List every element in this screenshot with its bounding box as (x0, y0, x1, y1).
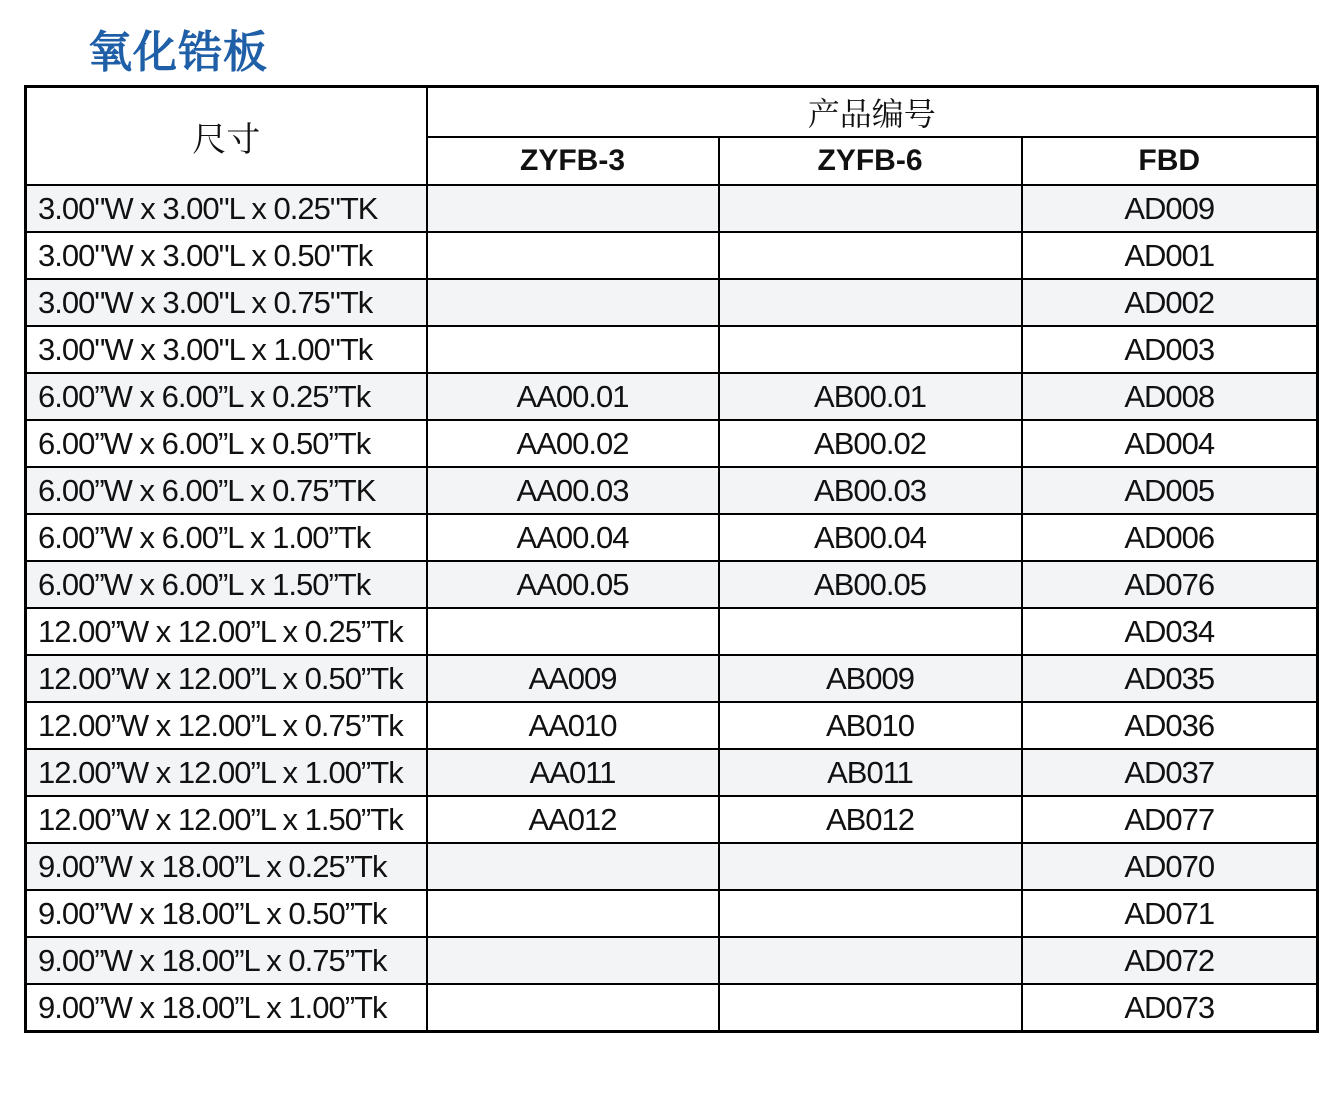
size-cell: 3.00"W x 3.00"L x 0.50"Tk (26, 232, 427, 279)
fbd-cell: AD006 (1022, 514, 1318, 561)
zyfb-3-cell (427, 185, 719, 232)
zyfb-3-cell: AA00.04 (427, 514, 719, 561)
column-header-zyfb-3: ZYFB-3 (427, 137, 719, 185)
zyfb-3-cell (427, 608, 719, 655)
zyfb-6-cell (719, 890, 1022, 937)
zyfb-6-cell: AB009 (719, 655, 1022, 702)
size-cell: 9.00”W x 18.00”L x 1.00”Tk (26, 984, 427, 1032)
zyfb-3-cell (427, 937, 719, 984)
zyfb-6-cell (719, 326, 1022, 373)
fbd-cell: AD001 (1022, 232, 1318, 279)
zyfb-3-cell (427, 843, 719, 890)
size-cell: 3.00"W x 3.00"L x 0.75"Tk (26, 279, 427, 326)
zyfb-3-cell: AA00.02 (427, 420, 719, 467)
fbd-cell: AD034 (1022, 608, 1318, 655)
zyfb-3-cell (427, 984, 719, 1032)
size-cell: 6.00”W x 6.00”L x 0.50”Tk (26, 420, 427, 467)
zyfb-3-cell: AA010 (427, 702, 719, 749)
zyfb-3-cell: AA00.05 (427, 561, 719, 608)
zyfb-6-cell (719, 937, 1022, 984)
size-cell: 6.00”W x 6.00”L x 1.50”Tk (26, 561, 427, 608)
fbd-cell: AD004 (1022, 420, 1318, 467)
zyfb-3-cell: AA00.01 (427, 373, 719, 420)
size-cell: 6.00”W x 6.00”L x 1.00”Tk (26, 514, 427, 561)
zyfb-6-cell: AB012 (719, 796, 1022, 843)
zyfb-6-cell: AB011 (719, 749, 1022, 796)
zyfb-6-cell (719, 279, 1022, 326)
size-cell: 12.00”W x 12.00”L x 1.50”Tk (26, 796, 427, 843)
table-row (26, 702, 1318, 749)
size-cell: 12.00”W x 12.00”L x 0.75”Tk (26, 702, 427, 749)
table-row (26, 890, 1318, 937)
fbd-cell: AD071 (1022, 890, 1318, 937)
table-row (26, 561, 1318, 608)
table-row (26, 420, 1318, 467)
fbd-cell: AD073 (1022, 984, 1318, 1032)
page-title: 氧化锆板 (88, 27, 268, 78)
column-header-fbd: FBD (1022, 137, 1318, 185)
header-row-group (26, 87, 1318, 138)
fbd-cell: AD003 (1022, 326, 1318, 373)
fbd-cell: AD037 (1022, 749, 1318, 796)
fbd-cell: AD002 (1022, 279, 1318, 326)
size-cell: 12.00”W x 12.00”L x 0.50”Tk (26, 655, 427, 702)
zyfb-3-cell: AA009 (427, 655, 719, 702)
table-row (26, 655, 1318, 702)
zyfb-6-cell (719, 185, 1022, 232)
table-row (26, 232, 1318, 279)
size-column-header: 尺寸 (26, 87, 427, 186)
fbd-cell: AD005 (1022, 467, 1318, 514)
fbd-cell: AD036 (1022, 702, 1318, 749)
size-cell: 6.00”W x 6.00”L x 0.75”TK (26, 467, 427, 514)
zyfb-6-cell: AB00.03 (719, 467, 1022, 514)
table-row (26, 796, 1318, 843)
table-row (26, 749, 1318, 796)
table-row (26, 185, 1318, 232)
zyfb-6-cell (719, 608, 1022, 655)
zyfb-3-cell (427, 326, 719, 373)
fbd-cell: AD072 (1022, 937, 1318, 984)
size-cell: 3.00"W x 3.00"L x 0.25"TK (26, 185, 427, 232)
fbd-cell: AD035 (1022, 655, 1318, 702)
zyfb-3-cell: AA012 (427, 796, 719, 843)
product-table (24, 85, 1319, 1033)
size-cell: 6.00”W x 6.00”L x 0.25”Tk (26, 373, 427, 420)
zyfb-6-cell (719, 232, 1022, 279)
fbd-cell: AD070 (1022, 843, 1318, 890)
zyfb-3-cell (427, 890, 719, 937)
table-row (26, 608, 1318, 655)
table-row (26, 937, 1318, 984)
table-row (26, 373, 1318, 420)
table-row (26, 467, 1318, 514)
size-cell: 9.00”W x 18.00”L x 0.75”Tk (26, 937, 427, 984)
table-row (26, 326, 1318, 373)
fbd-cell: AD076 (1022, 561, 1318, 608)
size-cell: 3.00"W x 3.00"L x 1.00"Tk (26, 326, 427, 373)
zyfb-6-cell: AB00.02 (719, 420, 1022, 467)
zyfb-3-cell (427, 279, 719, 326)
table-header (26, 87, 1318, 186)
table-row (26, 843, 1318, 890)
zyfb-6-cell (719, 843, 1022, 890)
size-cell: 9.00”W x 18.00”L x 0.25”Tk (26, 843, 427, 890)
table-row (26, 279, 1318, 326)
fbd-cell: AD077 (1022, 796, 1318, 843)
size-cell: 9.00”W x 18.00”L x 0.50”Tk (26, 890, 427, 937)
zyfb-6-cell: AB00.01 (719, 373, 1022, 420)
table-row (26, 514, 1318, 561)
fbd-cell: AD009 (1022, 185, 1318, 232)
table-row (26, 984, 1318, 1032)
fbd-cell: AD008 (1022, 373, 1318, 420)
zyfb-3-cell: AA00.03 (427, 467, 719, 514)
size-cell: 12.00”W x 12.00”L x 1.00”Tk (26, 749, 427, 796)
zyfb-6-cell: AB00.05 (719, 561, 1022, 608)
table-body (26, 185, 1318, 1032)
zyfb-6-cell (719, 984, 1022, 1032)
size-cell: 12.00”W x 12.00”L x 0.25”Tk (26, 608, 427, 655)
column-header-zyfb-6: ZYFB-6 (719, 137, 1022, 185)
product-number-group-header: 产品编号 (427, 87, 1318, 138)
zyfb-3-cell (427, 232, 719, 279)
zyfb-6-cell: AB010 (719, 702, 1022, 749)
zyfb-3-cell: AA011 (427, 749, 719, 796)
zyfb-6-cell: AB00.04 (719, 514, 1022, 561)
